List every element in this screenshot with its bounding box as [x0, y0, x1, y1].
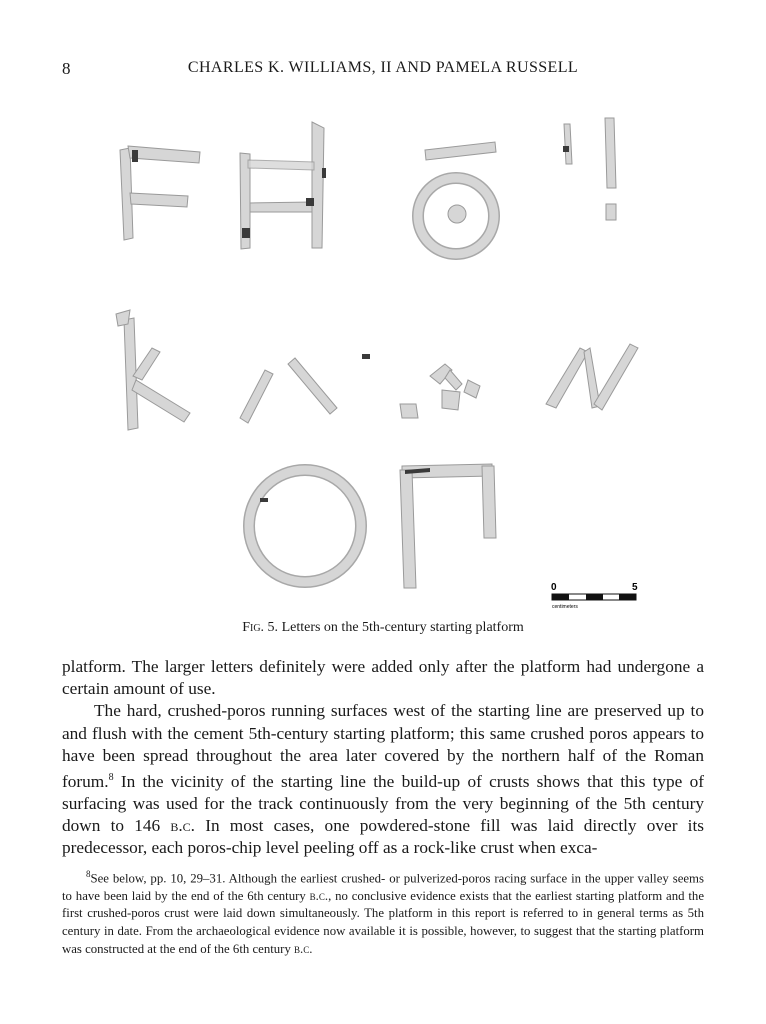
letters-drawing: [100, 108, 660, 608]
figure-caption-text: Letters on the 5th-century starting platform: [281, 620, 524, 635]
body-text: [62, 656, 704, 860]
letter-mu: [400, 364, 480, 418]
letter-omicron: [249, 470, 361, 582]
letter-exclamation: [605, 118, 616, 220]
figure-caption: [0, 620, 766, 636]
footnote-era-1: b.c.: [309, 888, 329, 903]
paragraph-1: platform. The larger letters definitely were added only after the platform had undergone a certain amount of use.: [62, 657, 704, 699]
letter-theta: [418, 142, 496, 254]
footnote-text-1: See below, pp. 10, 29–31. Although the earliest crushed- or pulverized-poros racing surface in the upper valley seems to have been laid by the end of the 6th century: [62, 871, 704, 903]
letter-iota: [563, 124, 572, 164]
paragraph-2-part3: In most cases, one powdered-stone fill was laid directly over its predecessor, each poros-chip level peeling off as a rock-like crust when exca-: [62, 816, 704, 858]
letter-kappa: [116, 310, 190, 430]
footnote-8: [62, 866, 704, 958]
footnote-era-2: b.c.: [294, 941, 313, 956]
scale-bar: [551, 582, 638, 608]
scale-end-label: 5: [632, 582, 638, 593]
page-number: 8: [62, 59, 71, 78]
footnote-text-2: , no conclusive evidence exists that the earliest starting platform and the first crushed-poros crust were laid down simultaneously. The platform in this report is referred to in general terms as 5th century in date. From the archaeological evidence now available it is possible, however, to suggest that the starting platform was constructed at the end of the 6th century: [62, 888, 704, 956]
scale-unit-label: centimeters: [552, 604, 578, 608]
era-abbrev: b.c.: [170, 816, 195, 836]
letter-nu: [546, 344, 638, 410]
paragraph-2-part2: In the vicinity of the starting line the build-up of crusts shows that this type of surfacing was used for the track continuously from the very beginning of the 5th century down to 146: [62, 771, 704, 836]
footnote-ref-8[interactable]: 8: [108, 772, 114, 784]
footnote-marker: 8: [86, 869, 91, 879]
figure-label: Fig. 5.: [242, 620, 279, 635]
scale-start-label: 0: [551, 582, 557, 593]
running-title: CHARLES K. WILLIAMS, II AND PAMELA RUSSELL: [187, 59, 579, 76]
letters-figure: [100, 108, 660, 608]
letter-pi: [400, 464, 496, 588]
letter-epsilon: [120, 146, 200, 240]
paragraph-2: [62, 700, 704, 859]
paragraph-2-part1: The hard, crushed-poros running surfaces west of the starting line are preserved up to and flush with the cement 5th-century starting platform; this same crushed poros appears to have been spread throughout the area later covered by the northern half of the Roman forum.: [62, 701, 704, 791]
letter-heta: [240, 122, 326, 249]
letter-lambda: [240, 354, 370, 423]
